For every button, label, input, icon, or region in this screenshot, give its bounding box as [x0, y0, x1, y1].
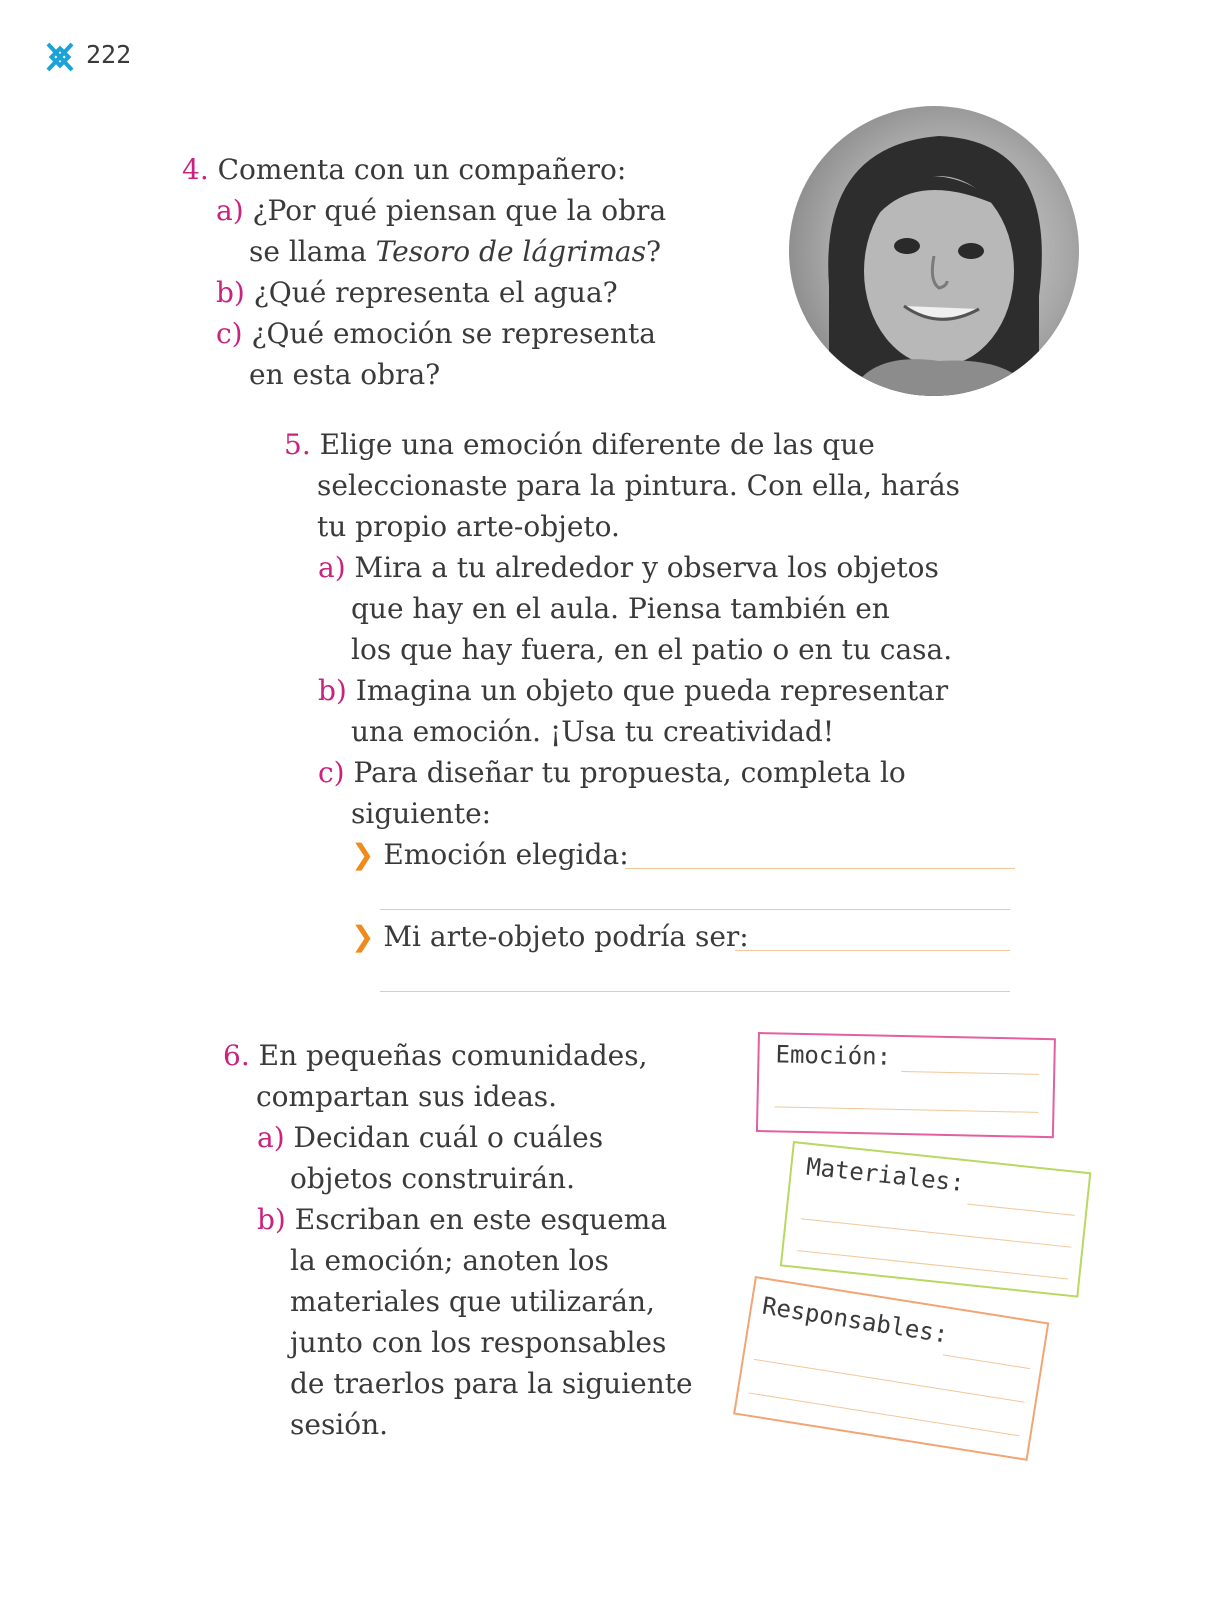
item-label: a) — [257, 1121, 285, 1154]
question-5 — [284, 424, 1004, 957]
item-label: c) — [318, 756, 345, 789]
item-text: Decidan cuál o cuáles — [293, 1121, 604, 1154]
answer-line[interactable] — [967, 1204, 1075, 1216]
answer-line[interactable] — [735, 950, 1010, 951]
item-text: Imagina un objeto que pueda representar — [355, 674, 949, 707]
question-text: tu propio arte-objeto. — [317, 510, 620, 543]
item-text: junto con los responsables — [290, 1326, 667, 1359]
item-text: ¿Qué representa el agua? — [253, 276, 618, 309]
chevron-right-icon: ❯ — [351, 920, 375, 953]
bullet-text: Emoción elegida: — [383, 838, 629, 871]
item-text: en esta obra? — [249, 358, 441, 391]
item-text: materiales que utilizarán, — [290, 1285, 655, 1318]
responsible-card — [733, 1276, 1049, 1461]
item-label: a) — [216, 194, 244, 227]
girl-portrait-photo — [789, 106, 1079, 396]
artwork-title: Tesoro de lágrimas — [375, 235, 646, 268]
page-number: 222 — [86, 40, 132, 69]
question-text: Comenta con un compañero: — [217, 153, 627, 186]
answer-line[interactable] — [749, 1392, 1020, 1436]
answer-line[interactable] — [625, 868, 1015, 869]
item-text: la emoción; anoten los — [290, 1244, 609, 1277]
item-text: que hay en el aula. Piensa también en — [351, 592, 890, 625]
bullet-text: Mi arte-objeto podría ser: — [383, 920, 749, 953]
answer-line[interactable] — [754, 1359, 1025, 1403]
item-text: de traerlos para la siguiente — [290, 1367, 693, 1400]
question-6 — [223, 1035, 733, 1445]
answer-line[interactable] — [943, 1354, 1030, 1369]
question-4 — [182, 149, 802, 395]
answer-line[interactable] — [801, 1218, 1072, 1247]
item-label: b) — [257, 1203, 286, 1236]
item-text: se llama — [249, 235, 376, 268]
item-label: c) — [216, 317, 243, 350]
item-text: ? — [645, 235, 661, 268]
question-text: En pequeñas comunidades, — [258, 1039, 648, 1072]
item-label: b) — [216, 276, 245, 309]
answer-line[interactable] — [798, 1250, 1069, 1279]
answer-line[interactable] — [774, 1106, 1038, 1113]
answer-line[interactable] — [380, 909, 1010, 910]
question-number: 6. — [223, 1039, 250, 1072]
materials-card — [780, 1141, 1092, 1298]
item-text: ¿Qué emoción se representa — [251, 317, 656, 350]
question-number: 5. — [284, 428, 311, 461]
item-text: los que hay fuera, en el patio o en tu casa. — [351, 633, 953, 666]
answer-line[interactable] — [901, 1071, 1039, 1075]
question-text: compartan sus ideas. — [256, 1080, 558, 1113]
emotion-card — [756, 1032, 1056, 1138]
item-text: siguiente: — [351, 797, 492, 830]
item-label: a) — [318, 551, 346, 584]
item-text: ¿Por qué piensan que la obra — [252, 194, 667, 227]
card-label: Emoción: — [775, 1040, 892, 1071]
answer-line[interactable] — [380, 991, 1010, 992]
question-number: 4. — [182, 153, 209, 186]
card-label: Responsables: — [760, 1291, 951, 1349]
item-text: Para diseñar tu propuesta, completa lo — [353, 756, 906, 789]
book-logo-icon — [44, 40, 76, 74]
item-text: una emoción. ¡Usa tu creatividad! — [351, 715, 835, 748]
card-label: Materiales: — [804, 1152, 966, 1198]
item-text: objetos construirán. — [290, 1162, 575, 1195]
question-text: Elige una emoción diferente de las que — [319, 428, 875, 461]
question-text: seleccionaste para la pintura. Con ella, harás — [317, 469, 961, 502]
item-text: Mira a tu alrededor y observa los objetos — [354, 551, 939, 584]
item-text: Escriban en este esquema — [294, 1203, 668, 1236]
item-text: sesión. — [290, 1408, 389, 1441]
item-label: b) — [318, 674, 347, 707]
chevron-right-icon: ❯ — [351, 838, 375, 871]
